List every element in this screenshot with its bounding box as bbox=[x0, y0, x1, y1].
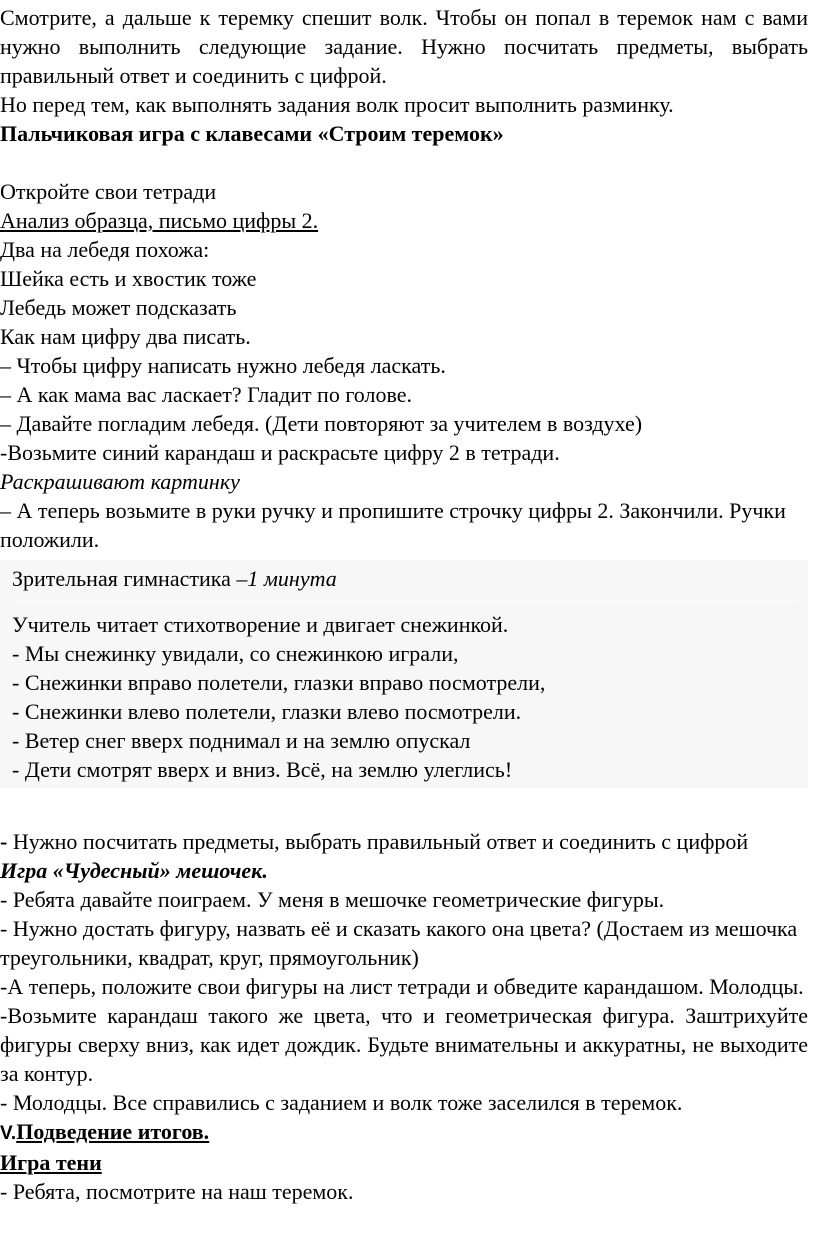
poem-line: - Мы снежинку увидали, со снежинкою играли, bbox=[12, 641, 459, 666]
summary-numeral: V. bbox=[0, 1123, 17, 1144]
shadow-game-line: - Ребята, посмотрите на наш теремок. bbox=[0, 1179, 354, 1204]
pen-line: – А теперь возьмите в руки ручку и пропишите строчку цифры 2. Закончили. Ручки положили. bbox=[0, 498, 786, 552]
intro-paragraph: Смотрите, а дальше к теремку спешит волк. Чтобы он попал в теремок нам с вами нужно выполнить следующие задание. Нужно посчитать предметы, выбрать правильный ответ и соединить с цифрой. bbox=[0, 5, 808, 88]
intro-warmup-line: Но перед тем, как выполнять задания волк просит выполнить разминку. bbox=[0, 92, 674, 117]
bag-game-line: -Возьмите карандаш такого же цвета, что и геометрическая фигура. Заштрихуйте фигуры сверху вниз, как идет дождик. Будьте внимательны и аккуратны, не выходите за контур. bbox=[0, 1003, 808, 1086]
notebook-line: – Давайте погладим лебедя. (Дети повторяют за учителем в воздухе) bbox=[0, 411, 643, 436]
bag-game-line: - Молодцы. Все справились с заданием и волк тоже заселился в теремок. bbox=[0, 1090, 683, 1115]
finger-game-title: Пальчиковая игра с клавесами «Строим теремок» bbox=[0, 121, 504, 146]
notebook-line: Как нам цифру два писать. bbox=[0, 324, 251, 349]
notebook-line: Два на лебедя похожа: bbox=[0, 237, 210, 262]
bag-game-title: Игра «Чудесный» мешочек. bbox=[0, 858, 268, 883]
bag-game-line: -А теперь, положите свои фигуры на лист тетради и обведите карандашом. Молодцы. bbox=[0, 974, 804, 999]
bag-game-line: - Нужно достать фигуру, назвать её и сказать какого она цвета? (Достаем из мешочка треугольники, квадрат, круг, прямоугольник) bbox=[0, 916, 798, 970]
summary-title: Подведение итогов. bbox=[16, 1119, 210, 1144]
poem-line: - Дети смотрят вверх и вниз. Всё, на землю улеглись! bbox=[12, 757, 513, 782]
notebook-line: Шейка есть и хвостик тоже bbox=[0, 266, 257, 291]
eye-gymnastics-box bbox=[0, 560, 808, 788]
open-notebooks-line: Откройте свои тетради bbox=[0, 179, 217, 204]
notebook-line: -Возьмите синий карандаш и раскрасьте цифру 2 в тетради. bbox=[0, 440, 560, 465]
eye-gymnastics-title: Зрительная гимнастика bbox=[12, 566, 237, 591]
eye-gymnastics-duration: –1 минута bbox=[236, 566, 337, 591]
notebook-line: Лебедь может подсказать bbox=[0, 295, 237, 320]
task-dash: - bbox=[0, 829, 13, 854]
notebook-line: – Чтобы цифру написать нужно лебедя ласкать. bbox=[0, 353, 446, 378]
poem-line: - Ветер снег вверх поднимал и на землю опускал bbox=[12, 728, 471, 753]
analysis-title: Анализ образца, письмо цифры 2. bbox=[0, 208, 319, 233]
eye-gymnastics-title-row bbox=[12, 564, 798, 602]
task-line bbox=[0, 827, 808, 856]
task-text: Нужно посчитать предметы, выбрать правильный ответ и соединить с цифрой bbox=[12, 829, 749, 854]
summary-heading bbox=[0, 1117, 808, 1148]
blank-line bbox=[0, 148, 808, 177]
notebook-line: – А как мама вас ласкает? Гладит по голове. bbox=[0, 382, 413, 407]
blank-line bbox=[0, 788, 808, 817]
bag-game-line: - Ребята давайте поиграем. У меня в мешочке геометрические фигуры. bbox=[0, 887, 665, 912]
poem-line: - Снежинки влево полетели, глазки влево посмотрели. bbox=[12, 699, 522, 724]
poem-line: - Снежинки вправо полетели, глазки вправо посмотрели, bbox=[12, 670, 546, 695]
poem-line: Учитель читает стихотворение и двигает снежинкой. bbox=[12, 612, 509, 637]
shadow-game-title: Игра тени bbox=[0, 1150, 102, 1175]
eye-gymnastics-content bbox=[12, 602, 798, 784]
coloring-note: Раскрашивают картинку bbox=[0, 469, 240, 494]
